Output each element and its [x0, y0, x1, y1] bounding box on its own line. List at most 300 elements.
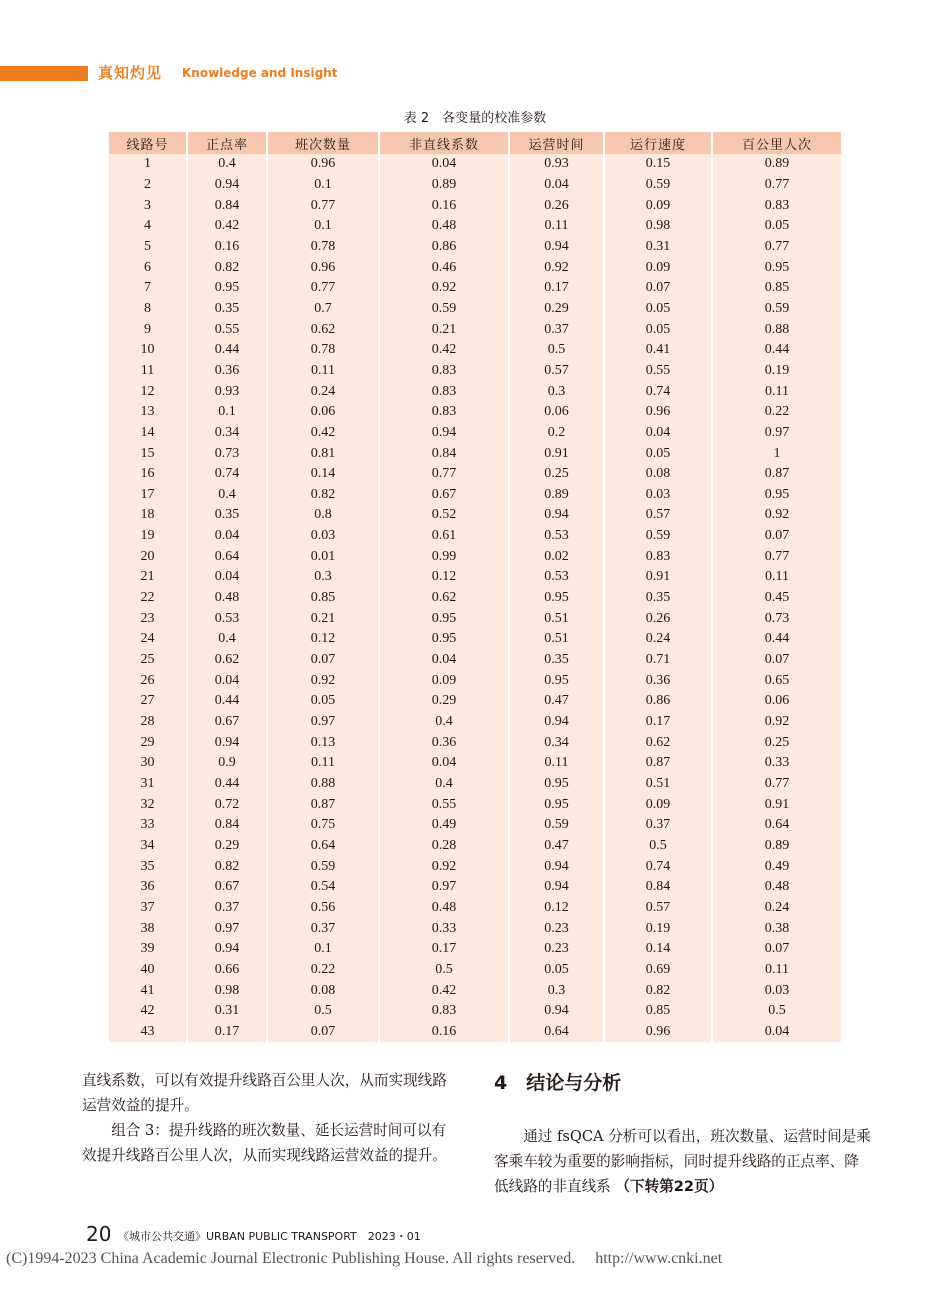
table-cell: 0.22 [267, 960, 379, 981]
table-cell: 0.44 [187, 774, 267, 795]
table-cell: 0.62 [187, 650, 267, 671]
table-cell: 0.57 [604, 898, 712, 919]
table-cell: 0.67 [187, 877, 267, 898]
table-cell: 0.59 [267, 856, 379, 877]
table-row [109, 195, 841, 216]
table-cell: 0.87 [604, 753, 712, 774]
copyright-notice: (C)1994-2023 China Academic Journal Electronic Publishing House. All rights reserved. http://www.cnki.net [6, 1250, 723, 1267]
table-cell: 0.89 [509, 485, 604, 506]
table-cell: 0.59 [379, 299, 509, 320]
table-cell: 0.44 [187, 691, 267, 712]
table-cell: 0.97 [379, 877, 509, 898]
table-cell: 0.07 [712, 650, 841, 671]
table-cell: 0.95 [509, 794, 604, 815]
table-cell: 0.72 [187, 794, 267, 815]
table-cell: 0.77 [712, 237, 841, 258]
table-cell: 0.1 [267, 939, 379, 960]
table-cell: 0.92 [509, 257, 604, 278]
table-cell: 0.06 [267, 402, 379, 423]
table-cell: 0.94 [187, 175, 267, 196]
table-cell: 0.14 [604, 939, 712, 960]
table-cell: 0.94 [187, 939, 267, 960]
table-cell: 34 [109, 836, 187, 857]
table-cell: 4 [109, 216, 187, 237]
table-cell: 0.89 [712, 154, 841, 175]
table-cell: 0.84 [187, 815, 267, 836]
table-cell: 0.97 [712, 423, 841, 444]
table-cell: 0.48 [712, 877, 841, 898]
table-cell: 0.84 [379, 443, 509, 464]
table-cell: 0.49 [712, 856, 841, 877]
table-cell: 0.04 [187, 567, 267, 588]
table-cell: 0.92 [379, 856, 509, 877]
table-row [109, 815, 841, 836]
table-cell: 0.15 [604, 154, 712, 175]
paragraph-text: 通过 fsQCA 分析可以看出，班次数量、运营时间是乘客乘车较为重要的影响指标，同时提升线路的正点率、降低线路的非直线系 [494, 1128, 871, 1195]
table-cell: 43 [109, 1022, 187, 1043]
table-cell: 0.94 [379, 423, 509, 444]
table-row [109, 960, 841, 981]
table-cell: 0.44 [712, 340, 841, 361]
table-cell: 0.05 [267, 691, 379, 712]
table-cell: 0.89 [379, 175, 509, 196]
table-cell: 0.91 [712, 794, 841, 815]
table-cell: 0.66 [187, 960, 267, 981]
table-cell: 0.98 [187, 980, 267, 1001]
table-cell: 28 [109, 712, 187, 733]
table-row [109, 340, 841, 361]
table-cell: 0.96 [267, 257, 379, 278]
table-row [109, 567, 841, 588]
table-cell: 29 [109, 732, 187, 753]
calibration-table [109, 132, 841, 1042]
table-cell: 0.04 [509, 175, 604, 196]
table-cell: 0.55 [187, 319, 267, 340]
table-cell: 0.41 [604, 340, 712, 361]
table-cell: 3 [109, 195, 187, 216]
table-cell: 0.17 [187, 1022, 267, 1043]
table-cell: 0.49 [379, 815, 509, 836]
table-cell: 0.19 [712, 361, 841, 382]
table-row [109, 774, 841, 795]
table-cell: 7 [109, 278, 187, 299]
table-cell: 0.91 [509, 443, 604, 464]
table-cell: 0.04 [379, 650, 509, 671]
table-row [109, 237, 841, 258]
table-cell: 0.5 [712, 1001, 841, 1022]
table-cell: 0.51 [604, 774, 712, 795]
table-cell: 0.24 [712, 898, 841, 919]
table-cell: 0.98 [604, 216, 712, 237]
table-cell: 0.46 [379, 257, 509, 278]
table-cell: 0.17 [604, 712, 712, 733]
table-row [109, 546, 841, 567]
table-cell: 0.48 [379, 898, 509, 919]
table-cell: 0.96 [604, 402, 712, 423]
table-cell: 0.85 [712, 278, 841, 299]
table-row [109, 423, 841, 444]
table-cell: 0.3 [267, 567, 379, 588]
table-cell: 0.13 [267, 732, 379, 753]
table-cell: 0.05 [604, 299, 712, 320]
right-column-text [494, 1124, 872, 1199]
table-cell: 0.42 [379, 980, 509, 1001]
table-cell: 0.28 [379, 836, 509, 857]
table-cell: 24 [109, 629, 187, 650]
table-row [109, 877, 841, 898]
table-cell: 0.17 [379, 939, 509, 960]
table-cell: 0.74 [604, 381, 712, 402]
table-cell: 0.31 [187, 1001, 267, 1022]
table-cell: 0.81 [267, 443, 379, 464]
table-cell: 0.45 [712, 588, 841, 609]
table-cell: 0.09 [604, 195, 712, 216]
table-cell: 0.67 [187, 712, 267, 733]
table-cell: 0.94 [509, 856, 604, 877]
section-title: 真知灼见 [98, 64, 163, 82]
table-cell: 0.4 [187, 154, 267, 175]
table-cell: 0.92 [379, 278, 509, 299]
table-cell: 0.36 [187, 361, 267, 382]
table-cell: 0.48 [187, 588, 267, 609]
table-row [109, 1022, 841, 1043]
table-cell: 33 [109, 815, 187, 836]
table-cell: 0.93 [187, 381, 267, 402]
table-cell: 0.17 [509, 278, 604, 299]
table-cell: 0.84 [187, 195, 267, 216]
table-cell: 0.26 [509, 195, 604, 216]
table-cell: 0.07 [712, 526, 841, 547]
table-cell: 0.94 [509, 1001, 604, 1022]
table-cell: 0.59 [604, 526, 712, 547]
table-cell: 0.84 [604, 877, 712, 898]
table-cell: 0.62 [379, 588, 509, 609]
table-row [109, 443, 841, 464]
table-cell: 1 [109, 154, 187, 175]
table-cell: 0.04 [379, 753, 509, 774]
table-cell: 30 [109, 753, 187, 774]
table-cell: 11 [109, 361, 187, 382]
table-cell: 0.83 [379, 381, 509, 402]
table-cell: 0.95 [509, 774, 604, 795]
table-cell: 0.33 [712, 753, 841, 774]
table-cell: 0.11 [509, 216, 604, 237]
table-cell: 2 [109, 175, 187, 196]
table-cell: 5 [109, 237, 187, 258]
table-cell: 0.11 [267, 753, 379, 774]
table-cell: 0.23 [509, 939, 604, 960]
table-cell: 0.87 [712, 464, 841, 485]
table-row [109, 299, 841, 320]
table-cell: 0.14 [267, 464, 379, 485]
table-cell: 0.05 [712, 216, 841, 237]
table-cell: 0.09 [604, 794, 712, 815]
table-cell: 0.74 [604, 856, 712, 877]
column-header: 运行速度 [604, 132, 712, 154]
table-cell: 0.75 [267, 815, 379, 836]
table-cell: 6 [109, 257, 187, 278]
table-cell: 0.67 [379, 485, 509, 506]
table-cell: 0.94 [187, 732, 267, 753]
table-row [109, 588, 841, 609]
table-cell: 0.88 [712, 319, 841, 340]
table-cell: 0.91 [604, 567, 712, 588]
table-cell: 0.21 [267, 608, 379, 629]
table-cell: 0.73 [712, 608, 841, 629]
table-row [109, 402, 841, 423]
table-cell: 0.83 [379, 361, 509, 382]
table-cell: 0.11 [267, 361, 379, 382]
table-cell: 0.95 [379, 608, 509, 629]
table-cell: 0.95 [509, 588, 604, 609]
table-cell: 0.74 [187, 464, 267, 485]
table-cell: 0.16 [379, 195, 509, 216]
table-cell: 0.82 [187, 257, 267, 278]
table-cell: 0.94 [509, 237, 604, 258]
table-cell: 0.11 [509, 753, 604, 774]
table-cell: 0.42 [379, 340, 509, 361]
table-cell: 23 [109, 608, 187, 629]
table-cell: 0.38 [712, 918, 841, 939]
table-cell: 0.92 [712, 712, 841, 733]
table-cell: 0.07 [604, 278, 712, 299]
table-cell: 0.86 [604, 691, 712, 712]
table-cell: 0.64 [187, 546, 267, 567]
table-cell: 0.1 [187, 402, 267, 423]
table-cell: 0.05 [509, 960, 604, 981]
table-cell: 32 [109, 794, 187, 815]
table-cell: 25 [109, 650, 187, 671]
table-row [109, 836, 841, 857]
table-row [109, 361, 841, 382]
table-row [109, 608, 841, 629]
table-cell: 0.09 [604, 257, 712, 278]
table-cell: 0.99 [379, 546, 509, 567]
table-cell: 0.77 [712, 774, 841, 795]
table-cell: 0.07 [267, 1022, 379, 1043]
table-cell: 0.4 [187, 485, 267, 506]
table-cell: 31 [109, 774, 187, 795]
table-cell: 0.55 [379, 794, 509, 815]
table-cell: 0.86 [379, 237, 509, 258]
table-cell: 0.12 [379, 567, 509, 588]
table-row [109, 918, 841, 939]
table-header-row [109, 132, 841, 154]
table-cell: 0.03 [267, 526, 379, 547]
table-cell: 0.77 [267, 278, 379, 299]
table-cell: 0.35 [187, 299, 267, 320]
table-cell: 0.65 [712, 670, 841, 691]
table-cell: 0.95 [712, 257, 841, 278]
table-row [109, 485, 841, 506]
column-header: 百公里人次 [712, 132, 841, 154]
left-column-text [82, 1068, 460, 1168]
table-cell: 0.25 [712, 732, 841, 753]
table-cell: 16 [109, 464, 187, 485]
table-cell: 0.03 [712, 980, 841, 1001]
table-cell: 0.59 [712, 299, 841, 320]
table-cell: 0.37 [187, 898, 267, 919]
table-cell: 10 [109, 340, 187, 361]
table-cell: 0.51 [509, 629, 604, 650]
table-cell: 0.02 [509, 546, 604, 567]
table-cell: 17 [109, 485, 187, 506]
table-row [109, 629, 841, 650]
table-cell: 37 [109, 898, 187, 919]
table-cell: 0.83 [379, 1001, 509, 1022]
table-cell: 0.4 [379, 774, 509, 795]
table-cell: 0.03 [604, 485, 712, 506]
table-cell: 0.23 [509, 918, 604, 939]
table-cell: 0.16 [187, 237, 267, 258]
table-cell: 0.19 [604, 918, 712, 939]
table-cell: 0.95 [509, 670, 604, 691]
table-cell: 18 [109, 505, 187, 526]
table-cell: 0.97 [267, 712, 379, 733]
table-cell: 0.12 [509, 898, 604, 919]
column-header: 正点率 [187, 132, 267, 154]
table-cell: 0.5 [379, 960, 509, 981]
table-row [109, 505, 841, 526]
table-cell: 0.16 [379, 1022, 509, 1043]
table-cell: 0.4 [379, 712, 509, 733]
table-cell: 0.93 [509, 154, 604, 175]
table-cell: 0.77 [379, 464, 509, 485]
table-cell: 0.64 [267, 836, 379, 857]
column-header: 运营时间 [509, 132, 604, 154]
table-cell: 0.04 [712, 1022, 841, 1043]
table-row [109, 464, 841, 485]
table-cell: 26 [109, 670, 187, 691]
table-cell: 0.3 [509, 980, 604, 1001]
table-row [109, 980, 841, 1001]
table-cell: 0.96 [267, 154, 379, 175]
table-caption: 表 2 各变量的校准参数 [403, 111, 547, 126]
table-cell: 0.08 [604, 464, 712, 485]
column-header: 班次数量 [267, 132, 379, 154]
table-row [109, 1001, 841, 1022]
table-cell: 0.35 [604, 588, 712, 609]
table-cell: 0.83 [379, 402, 509, 423]
table-cell: 0.11 [712, 381, 841, 402]
table-cell: 0.5 [604, 836, 712, 857]
table-cell: 0.95 [187, 278, 267, 299]
paragraph: 组合 3：提升线路的班次数量、延长运营时间可以有效提升线路百公里人次，从而实现线路运营效益的提升。 [82, 1122, 447, 1164]
table-cell: 0.73 [187, 443, 267, 464]
table-cell: 0.71 [604, 650, 712, 671]
table-cell: 0.7 [267, 299, 379, 320]
section-heading: 4 结论与分析 [494, 1072, 622, 1094]
table-cell: 0.26 [604, 608, 712, 629]
table-cell: 0.53 [187, 608, 267, 629]
table-cell: 0.83 [712, 195, 841, 216]
column-header: 非直线系数 [379, 132, 509, 154]
table-cell: 0.57 [509, 361, 604, 382]
table-cell: 0.77 [712, 175, 841, 196]
table-cell: 0.35 [187, 505, 267, 526]
table-cell: 0.11 [712, 567, 841, 588]
table-row [109, 939, 841, 960]
table-cell: 0.51 [509, 608, 604, 629]
table-cell: 0.04 [187, 670, 267, 691]
table-cell: 0.9 [187, 753, 267, 774]
table-cell: 0.77 [712, 546, 841, 567]
table-cell: 0.1 [267, 175, 379, 196]
table-row [109, 753, 841, 774]
table-cell: 0.78 [267, 340, 379, 361]
table-cell: 0.29 [187, 836, 267, 857]
table-cell: 0.96 [604, 1022, 712, 1043]
table-row [109, 670, 841, 691]
table-cell: 41 [109, 980, 187, 1001]
table-cell: 0.01 [267, 546, 379, 567]
table-cell: 0.95 [712, 485, 841, 506]
table-cell: 0.5 [509, 340, 604, 361]
table-cell: 0.47 [509, 836, 604, 857]
table-cell: 0.62 [267, 319, 379, 340]
table-cell: 0.94 [509, 877, 604, 898]
table-cell: 0.52 [379, 505, 509, 526]
table-cell: 0.95 [379, 629, 509, 650]
table-cell: 12 [109, 381, 187, 402]
table-cell: 0.97 [187, 918, 267, 939]
table-row [109, 278, 841, 299]
table-cell: 0.82 [604, 980, 712, 1001]
table-cell: 39 [109, 939, 187, 960]
table-cell: 0.55 [604, 361, 712, 382]
table-cell: 0.92 [267, 670, 379, 691]
table-cell: 0.1 [267, 216, 379, 237]
table-row [109, 794, 841, 815]
column-header: 线路号 [109, 132, 187, 154]
table-cell: 0.07 [712, 939, 841, 960]
table-cell: 0.69 [604, 960, 712, 981]
table-cell: 0.77 [267, 195, 379, 216]
table-row [109, 712, 841, 733]
table-cell: 0.36 [379, 732, 509, 753]
header-accent-bar [0, 66, 88, 81]
table-cell: 0.62 [604, 732, 712, 753]
table-cell: 0.53 [509, 526, 604, 547]
table-row [109, 175, 841, 196]
table-cell: 0.07 [267, 650, 379, 671]
section-subtitle: Knowledge and Insight [182, 66, 338, 80]
table-cell: 0.59 [509, 815, 604, 836]
table-cell: 0.53 [509, 567, 604, 588]
table-cell: 0.83 [604, 546, 712, 567]
table-row [109, 319, 841, 340]
table-cell: 0.87 [267, 794, 379, 815]
table-cell: 0.57 [604, 505, 712, 526]
table-cell: 0.59 [604, 175, 712, 196]
table-row [109, 154, 841, 175]
table-cell: 20 [109, 546, 187, 567]
table-cell: 42 [109, 1001, 187, 1022]
table-cell: 0.12 [267, 629, 379, 650]
table-cell: 0.36 [604, 670, 712, 691]
table-cell: 0.48 [379, 216, 509, 237]
continued-note: （下转第22页） [615, 1178, 724, 1195]
table-cell: 0.82 [187, 856, 267, 877]
paragraph: 直线系数，可以有效提升线路百公里人次，从而实现线路运营效益的提升。 [82, 1072, 447, 1114]
table-cell: 0.22 [712, 402, 841, 423]
table-cell: 0.64 [509, 1022, 604, 1043]
table-cell: 0.34 [187, 423, 267, 444]
table-cell: 0.29 [509, 299, 604, 320]
table-row [109, 691, 841, 712]
table-cell: 19 [109, 526, 187, 547]
table-cell: 0.85 [604, 1001, 712, 1022]
